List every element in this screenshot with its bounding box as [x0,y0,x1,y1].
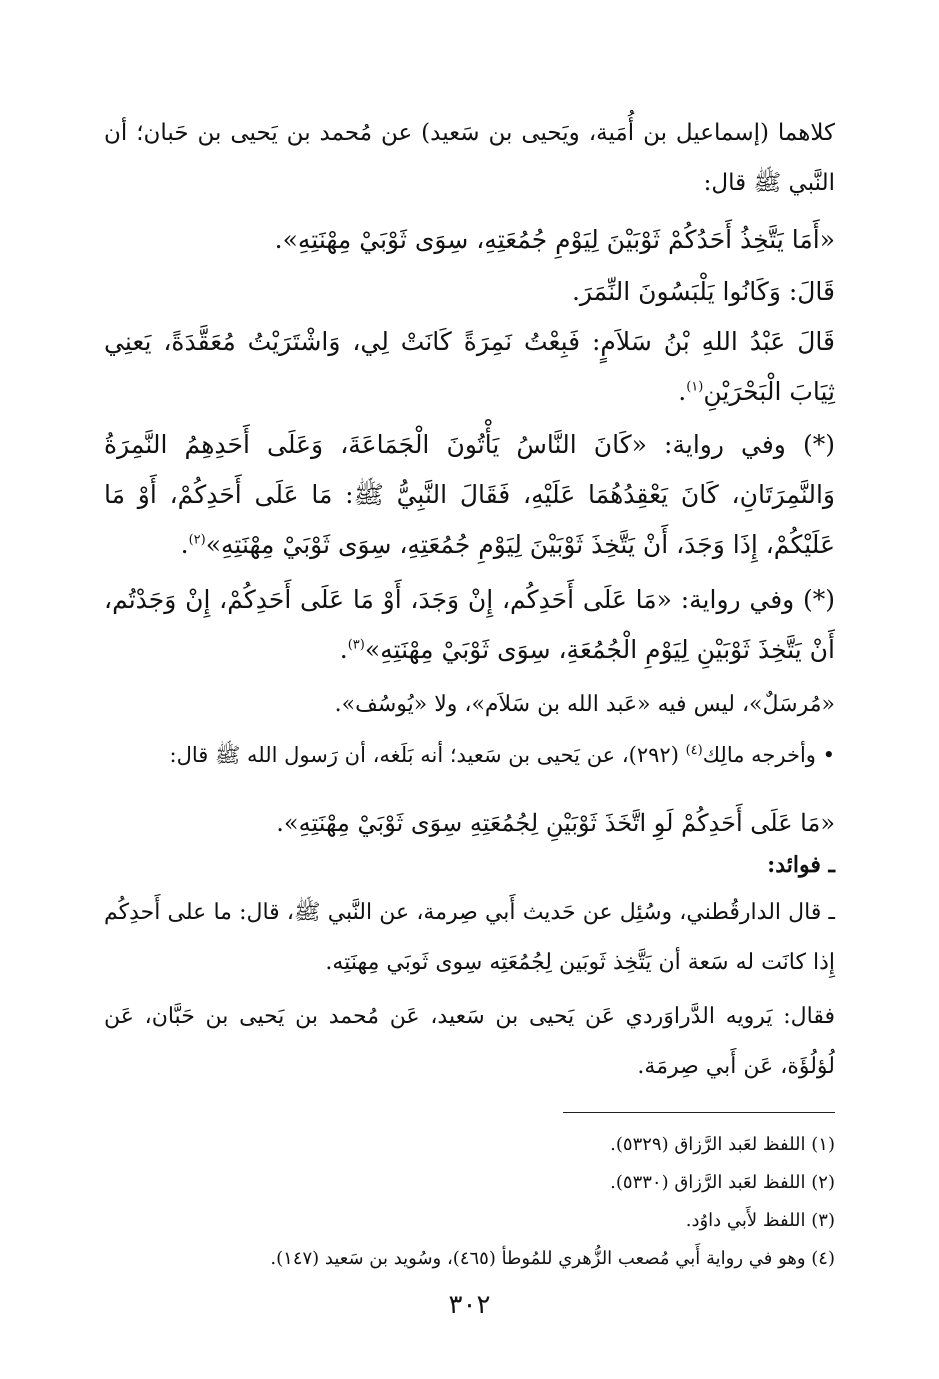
paragraph-narrator-note: قَالَ: وَكَانُوا يَلْبَسُونَ النِّمَرَ. [571,277,835,306]
section-heading-fawaid: ـ فوائد: [767,852,835,878]
paragraph-daraqutni-answer: فقال: يَرويه الدَّراوَردي عَن يَحيى بن سَعيد، عَن مُحمد بن يَحيى بن حَبَّان، عَن لُؤلُؤَة، عَن أَبي صِرمَة. [104,1004,835,1079]
footnote-marker-4: (٤) [685,743,703,758]
footnote-marker-3: (٣) [347,637,365,653]
paragraph-text: (*) وفي رواية: «كَانَ النَّاسُ يَأْتُونَ الْجَمَاعَةَ، وَعَلَى أَحَدِهِمُ النَّمِرَةُ وَالنَّمِرَتَانِ، كَانَ يَعْقِدُهُمَا عَلَيْهِ، فَقَالَ النَّبِيُّ ﷺ: مَا عَلَى أَحَدِكُمْ، أَوْ مَا عَلَيْكُمْ، إِذَا وَجَدَ، أَنْ يَتَّخِذَ ثَوْبَيْنَ لِيَوْمِ جُمُعَتِهِ، سِوَى ثَوْبَيْ مِهْنَتِهِ» [104,430,835,559]
paragraph-abdullah-bin-salam [104,317,835,417]
paragraph-malik [104,734,835,776]
footnote-3: (٣) اللفظ لأَبي داوُد. [685,1210,835,1231]
footnote-marker-2: (٢) [188,532,206,548]
paragraph-end: . [339,635,348,664]
paragraph-text: (*) وفي رواية: «مَا عَلَى أَحَدِكُم، إِنْ وَجَدَ، أَوْ مَا عَلَى أَحَدِكُمْ، إِنْ وَجَدْتُم، أَنْ يَتَّخِذَ ثَوْبَيْنِ لِيَوْمِ الْجُمُعَةِ، سِوَى ثَوْبَيْ مِهْنَتِهِ» [104,585,835,664]
paragraph-riwaya-2 [104,575,835,675]
paragraph-text: قَالَ عَبْدُ اللهِ بْنُ سَلاَمٍ: فَبِعْتُ نَمِرَةً كَانَتْ لِي، وَاشْتَرَيْتُ مُعَقَّدَةً، يَعنِي ثِيَابَ الْبَحْرَيْنِ [104,327,835,406]
footnote-divider [563,1112,835,1113]
paragraph-mursal-note: «مُرسَلٌ»، ليس فيه «عَبد الله بن سَلاَم»، ولا «يُوسُف». [334,692,835,717]
footnote-4: (٤) وهو في رواية أَبي مُصعب الزُّهري للمُوطأ (٤٦٥)، وسُويد بن سَعيد (١٤٧). [270,1248,835,1269]
paragraph-end: . [180,530,189,559]
footnotes [104,1126,835,1278]
paragraph-isnad: كلاهما (إسماعيل بن أُمَية، ويَحيى بن سَعيد) عن مُحمد بن يَحيى بن حَبان؛ أن النَّبي ﷺ قال: [104,120,835,196]
paragraph-daraqutni: ـ قال الدارقُطني، وسُئِل عن حَديث أَبي صِرمة، عن النَّبي ﷺ، قال: ما على أَحدِكُم إِذا كانَت له سَعة أن يَتَّخِذ ثَوبَين لِجُمُعَتِه سِوى ثَوبَي مِهنَتِه. [104,900,835,975]
footnote-2: (٢) اللفظ لعَبد الرَّزاق (٥٣٣٠). [610,1172,835,1193]
page-number: ٣٠٢ [448,1290,491,1320]
paragraph-end: . [678,377,687,406]
footnote-marker-1: (١) [686,379,704,395]
paragraph-text-rest: (٢٩٢)، عن يَحيى بن سَعيد؛ أنه بَلَغه، أن رَسول الله ﷺ قال: [169,743,686,767]
paragraph-hadith-text: «أَمَا يَتَّخِذُ أَحَدُكُمْ ثَوْبَيْنَ لِيَوْمِ جُمُعَتِهِ، سِوَى ثَوْبَيْ مِهْنَتِهِ». [274,225,835,254]
paragraph-text: • وأخرجه مالِك [702,743,835,767]
footnote-1: (١) اللفظ لعَبد الرَّزاق (٥٣٢٩). [610,1134,835,1155]
paragraph-riwaya-1 [104,420,835,570]
paragraph-malik-hadith: «مَا عَلَى أَحَدِكُمْ لَوِ اتَّخَذَ ثَوْبَيْنِ لِجُمُعَتِهِ سِوَى ثَوْبَيْ مِهْنَتِهِ». [276,809,835,837]
